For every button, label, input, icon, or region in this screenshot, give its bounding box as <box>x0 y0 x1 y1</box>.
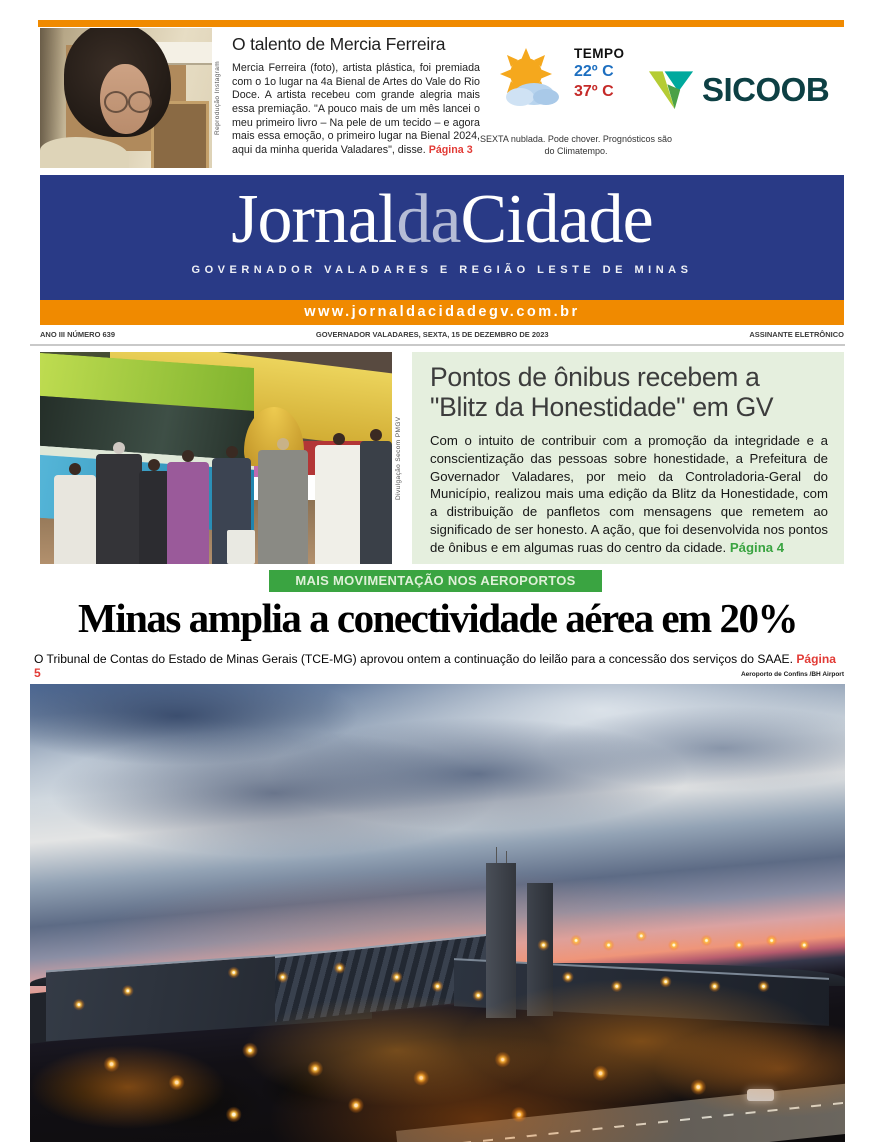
bus-photo-credit: Divulgação Secom PMGV <box>395 416 402 500</box>
airport-photo <box>30 684 845 1142</box>
mercia-article <box>232 34 480 158</box>
mercia-article-text: Mercia Ferreira (foto), artista plástica, foi premiada com o 1o lugar na 4a Bienal de Artes do Vale do Rio Doce. A artista recebeu com grande alegria mais essa premiação. "A pouco mais de um mês lancei o meu primeiro livro – Na pele de um tecido – e agora mais essa emoção, o primeiro lugar na Bienal 2024, aqui da minha querida Valadares", disse. <box>232 62 480 157</box>
airport-lights-shape <box>30 684 845 1142</box>
blitz-body-text: Com o intuito de contribuir com a promoção da integridade e a conscientização das pessoas sobre honestidade, a Prefeitura de Governador Valadares, por meio da Controladoria-Geral do Município, realizou mais uma edição da Blitz da Honestidade, com a distribuição de panfletos com mensagens que remetem ao significado de ser honesto. A ação, que foi desenvolvida nos pontos de ônibus e em algumas ruas do centro da cidade. <box>430 433 828 555</box>
blitz-headline-line2: "Blitz da Honestidade" em GV <box>430 392 774 423</box>
weather-widget <box>480 40 672 164</box>
airport-photo-credit: Aeroporto de Confins /BH Airport <box>740 671 844 678</box>
person-shape <box>96 454 142 564</box>
sicoob-wordmark: SICOOB <box>702 71 830 108</box>
newspaper-title <box>40 175 844 258</box>
masthead <box>40 175 844 300</box>
top-orange-divider <box>38 20 844 27</box>
mercia-ferreira-photo <box>40 28 212 168</box>
sicoob-logo <box>648 62 856 118</box>
weather-label: TEMPO <box>574 46 625 61</box>
person-shape <box>167 462 209 564</box>
blitz-article-panel <box>412 352 844 564</box>
edition-number: ANO III NÚMERO 639 <box>40 329 116 339</box>
horizontal-rule <box>30 344 845 346</box>
person-shape <box>54 475 96 564</box>
mercia-page-ref-link[interactable]: Página 3 <box>428 144 473 157</box>
subscriber-label: ASSINANTE ELETRÔNICO <box>749 329 844 339</box>
weather-high-temp: 37º C <box>574 83 614 100</box>
main-headline: Minas amplia a conectividade aérea em 20% <box>78 595 797 641</box>
person-shape <box>315 445 364 564</box>
person-shape <box>360 441 392 564</box>
blitz-headline <box>430 362 828 422</box>
title-da: da <box>396 181 461 258</box>
title-cidade: Cidade <box>460 181 653 258</box>
main-subhead-text: O Tribunal de Contas do Estado de Minas Gerais (TCE-MG) aprovou ontem a continuação do leilão para a concessão dos serviços do SAAE. <box>34 652 797 666</box>
sun-cloud-icon <box>492 42 568 118</box>
person-shape <box>258 450 307 564</box>
weather-low-temp: 22º C <box>574 63 614 80</box>
title-jornal: Jornal <box>231 181 397 258</box>
blitz-headline-line1: Pontos de ônibus recebem a <box>430 362 760 392</box>
masthead-subtitle: GOVERNADOR VALADARES E REGIÃO LESTE DE MINAS <box>191 264 693 276</box>
mercia-article-body <box>232 62 480 158</box>
blitz-body <box>430 432 828 556</box>
mercia-article-title: O talento de Mercia Ferreira <box>232 34 446 54</box>
kicker-row <box>0 570 871 592</box>
person-shape <box>139 471 171 564</box>
chair-shape <box>227 530 255 564</box>
dateline: GOVERNADOR VALADARES, SEXTA, 15 DE DEZEMBRO DE 2023 <box>315 329 549 339</box>
website-bar[interactable]: www.jornaldacidadegv.com.br <box>40 300 844 325</box>
weather-values <box>574 46 625 101</box>
edition-info-row <box>40 327 844 341</box>
kicker-banner: MAIS MOVIMENTAÇÃO NOS AEROPORTOS <box>269 570 601 592</box>
blitz-page-ref-link[interactable]: Página 4 <box>729 539 785 555</box>
sicoob-triangle-icon <box>648 70 694 110</box>
airport-page-ref-link[interactable]: Página 5 <box>34 652 836 680</box>
bus-stop-photo <box>40 352 392 564</box>
mercia-photo-credit: Reprodução Instagram <box>214 60 221 136</box>
weather-forecast: SEXTA nublada. Pode chover. Prognósticos são do Climatempo. <box>480 134 672 156</box>
